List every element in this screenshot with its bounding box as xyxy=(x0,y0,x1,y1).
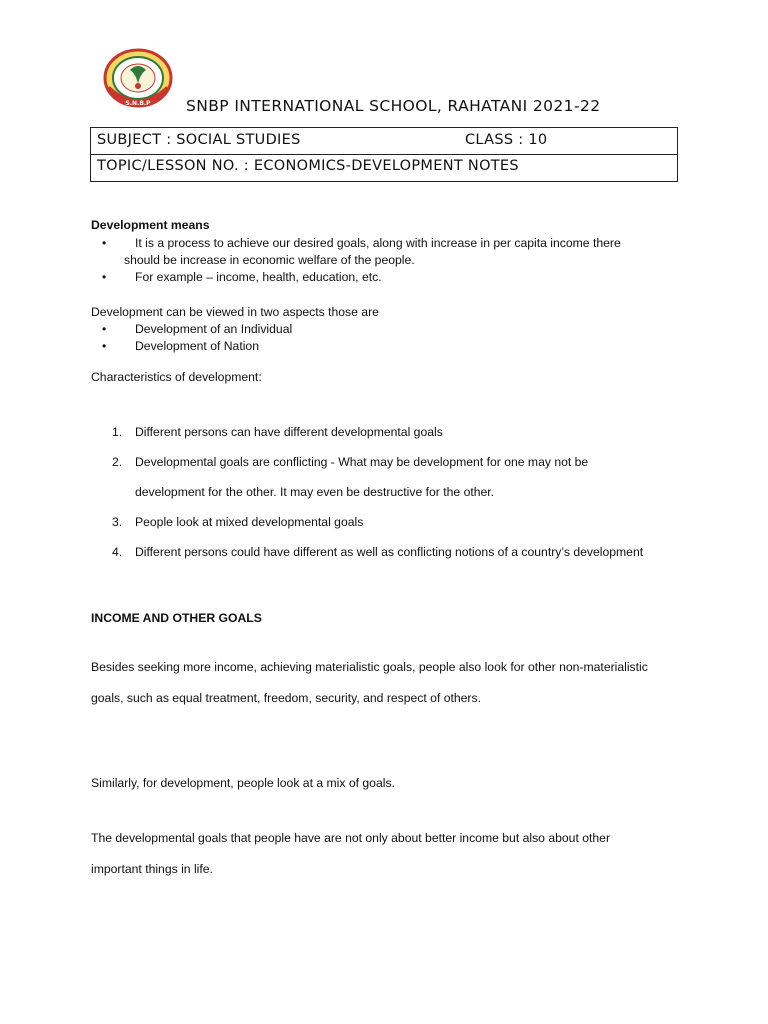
list-item: For example – income, health, education, etc. xyxy=(135,270,382,284)
income-goals-heading: INCOME AND OTHER GOALS xyxy=(91,611,262,625)
list-number: 3. xyxy=(112,515,123,529)
paragraph-line: Similarly, for development, people look at a mix of goals. xyxy=(91,776,395,790)
list-number: 1. xyxy=(112,425,123,439)
list-item: People look at mixed developmental goals xyxy=(135,515,364,529)
subject-label: SUBJECT : SOCIAL STUDIES xyxy=(97,132,301,148)
school-crest-icon xyxy=(94,48,182,112)
paragraph-line: Besides seeking more income, achieving materialistic goals, people also look for other non-materialistic xyxy=(91,660,648,674)
header-table xyxy=(90,127,678,182)
bullet-icon: • xyxy=(102,322,107,336)
list-number: 4. xyxy=(112,545,123,559)
list-item-continuation: should be increase in economic welfare of the people. xyxy=(124,253,415,267)
list-item: Developmental goals are conflicting - What may be development for one may not be xyxy=(135,455,589,469)
bullet-icon: • xyxy=(102,236,107,250)
list-item: It is a process to achieve our desired goals, along with increase in per capita income there xyxy=(135,236,621,250)
paragraph-line: goals, such as equal treatment, freedom, security, and respect of others. xyxy=(91,691,481,705)
bullet-icon: • xyxy=(102,339,107,353)
list-number: 2. xyxy=(112,455,123,469)
characteristics-heading: Characteristics of development: xyxy=(91,370,262,384)
list-item-continuation: development for the other. It may even be destructive for the other. xyxy=(135,485,495,499)
subject-row xyxy=(91,128,677,155)
bullet-icon: • xyxy=(102,270,107,284)
class-label: CLASS : 10 xyxy=(465,132,548,148)
list-item: Development of an Individual xyxy=(135,322,293,336)
development-means-heading: Development means xyxy=(91,218,210,232)
logo-text: S.N.B.P xyxy=(125,100,151,107)
school-title: SNBP INTERNATIONAL SCHOOL, RAHATANI 2021-22 xyxy=(186,97,601,115)
topic-label: TOPIC/LESSON NO. : ECONOMICS-DEVELOPMENT NOTES xyxy=(97,158,519,174)
topic-row xyxy=(91,155,677,182)
paragraph-line: The developmental goals that people have are not only about better income but also about other xyxy=(91,831,610,845)
list-item: Development of Nation xyxy=(135,339,259,353)
list-item: Different persons could have different as well as conflicting notions of a country’s development xyxy=(135,545,644,559)
list-item: Different persons can have different developmental goals xyxy=(135,425,443,439)
aspects-heading: Development can be viewed in two aspects those are xyxy=(91,305,379,319)
paragraph-line: important things in life. xyxy=(91,862,213,876)
